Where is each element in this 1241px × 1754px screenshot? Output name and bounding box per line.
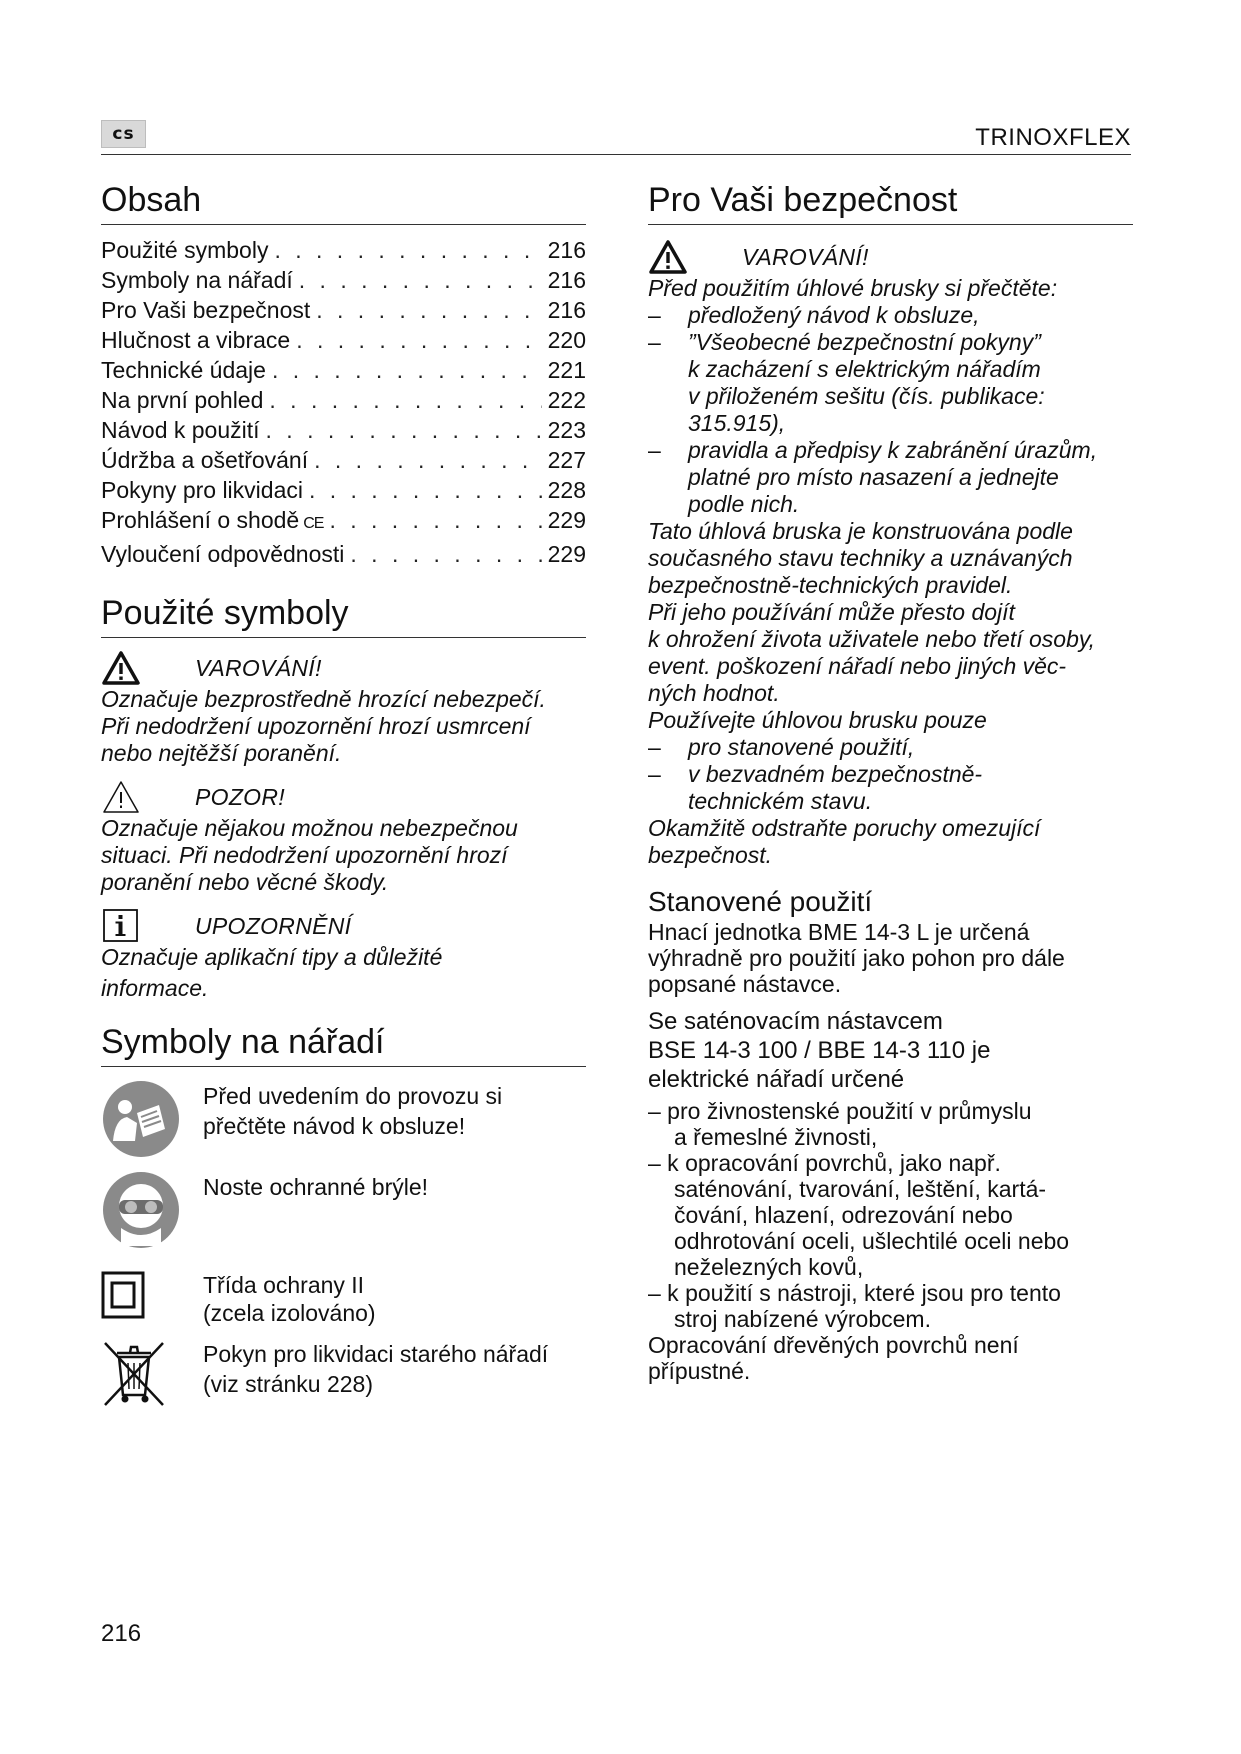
toc-leader bbox=[266, 415, 542, 445]
tool-symbol-text: Třída ochrany II bbox=[203, 1272, 365, 1298]
toc-item-page: 222 bbox=[547, 387, 586, 413]
toc-item-label: Pokyny pro likvidaci bbox=[101, 477, 303, 503]
caution-text-line: poranění nebo věcné škody. bbox=[101, 869, 389, 895]
brand-name: TRINOXFLEX bbox=[975, 124, 1131, 151]
caution-triangle-icon bbox=[101, 779, 141, 815]
tool-symbol-text: Pokyn pro likvidaci starého nářadí bbox=[203, 1341, 549, 1367]
read-before-use-list bbox=[648, 302, 1133, 518]
caution-text-line: situaci. Při nedodržení upozornění hrozí bbox=[101, 842, 508, 868]
tool-symbol-row bbox=[101, 1079, 586, 1164]
toc-leader bbox=[329, 505, 541, 535]
list-item: – pro živnostenské použití v průmyslu a řemeslné živnosti, bbox=[648, 1098, 1032, 1150]
list-item: – v bezvadném bezpečnostně- technickém stavu. bbox=[648, 761, 983, 814]
warning-triangle-icon bbox=[648, 239, 688, 275]
toc-leader bbox=[316, 295, 541, 325]
toc-item-label: Návod k použití bbox=[101, 417, 260, 443]
toc-leader bbox=[272, 355, 542, 385]
toc-item-page: 229 bbox=[547, 541, 586, 567]
tool-symbol-text: (zcela izolováno) bbox=[203, 1300, 376, 1326]
intended-use-list bbox=[648, 1098, 1133, 1332]
tool-symbol-text: (viz stránku 228) bbox=[203, 1371, 374, 1397]
page-number: 216 bbox=[101, 1620, 142, 1647]
note-notice bbox=[101, 908, 586, 1002]
warning-text-line: nebo nejtěžší poranění. bbox=[101, 740, 342, 766]
used-symbols-title: Použité symboly bbox=[101, 591, 586, 638]
intended-use-title: Stanovené použití bbox=[648, 886, 873, 917]
tool-symbol-text: přečtěte návod k obsluze! bbox=[203, 1113, 466, 1139]
warning-text-line: Při nedodržení upozornění hrozí usmrcení bbox=[101, 713, 531, 739]
toc-item-page: 221 bbox=[547, 357, 586, 383]
tool-symbols-title: Symboly na nářadí bbox=[101, 1020, 586, 1067]
toc-item-label: Symboly na nářadí bbox=[101, 267, 293, 293]
note-text-line: informace. bbox=[101, 975, 209, 1001]
toc-item[interactable] bbox=[101, 235, 586, 265]
toc-item-page: 216 bbox=[547, 297, 586, 323]
toc-item-label: Prohlášení o shodě bbox=[101, 507, 300, 533]
safety-goggles-icon bbox=[101, 1170, 181, 1250]
toc-item[interactable] bbox=[101, 539, 586, 569]
toc-leader bbox=[350, 539, 541, 569]
safety-title: Pro Vaši bezpečnost bbox=[648, 178, 1133, 225]
toc-leader bbox=[299, 265, 542, 295]
caution-notice bbox=[101, 779, 586, 896]
tool-symbol-text: Noste ochranné brýle! bbox=[203, 1174, 429, 1200]
toc-item-page: 216 bbox=[547, 237, 586, 263]
note-text-line: Označuje aplikační tipy a důležité bbox=[101, 944, 443, 970]
note-title: UPOZORNĚNÍ bbox=[195, 912, 352, 939]
toc-item[interactable] bbox=[101, 415, 586, 445]
tool-symbol-text: Před uvedením do provozu si bbox=[203, 1083, 503, 1109]
toc-item-label: Pro Vaši bezpečnost bbox=[101, 297, 311, 323]
caution-title: POZOR! bbox=[195, 783, 285, 810]
toc-item-page: 228 bbox=[547, 477, 586, 503]
toc-leader bbox=[269, 385, 541, 415]
intended-use-closing: Opracování dřevěných povrchů není přípustné. bbox=[648, 1332, 1019, 1384]
language-badge: cs bbox=[101, 120, 146, 148]
toc-item-page: 216 bbox=[547, 267, 586, 293]
toc-item[interactable] bbox=[101, 505, 586, 539]
intended-use-text: Hnací jednotka BME 14-3 L je určená výhradně pro použití jako pohon pro dále popsané nástavce. bbox=[648, 919, 1065, 997]
list-item: – k použití s nástroji, které jsou pro tento stroj nabízené výrobcem. bbox=[648, 1280, 1061, 1332]
toc-item[interactable] bbox=[101, 385, 586, 415]
table-of-contents bbox=[101, 235, 586, 569]
list-item: – k opracování povrchů, jako např. saténování, tvarování, leštění, kartá- čování, hlazení, odrezování nebo odhrotování oceli, ušlechtilé oceli nebo neželezných kovů, bbox=[648, 1150, 1070, 1280]
toc-item-page: 227 bbox=[547, 447, 586, 473]
warning-text-line: Označuje bezprostředně hrozící nebezpečí. bbox=[101, 686, 546, 712]
tool-symbol-row bbox=[101, 1265, 586, 1327]
list-item: – předložený návod k obsluze, bbox=[648, 302, 980, 328]
info-icon bbox=[101, 908, 141, 944]
toc-title: Obsah bbox=[101, 178, 586, 225]
attachment-subtitle: Se saténovacím nástavcem BSE 14-3 100 / BBE 14-3 110 je elektrické nářadí určené bbox=[648, 1008, 991, 1093]
toc-item[interactable] bbox=[101, 445, 586, 475]
toc-item-label: Vyloučení odpovědnosti bbox=[101, 541, 345, 567]
safety-warning bbox=[648, 239, 1133, 275]
right-column bbox=[648, 178, 1133, 1384]
toc-item[interactable] bbox=[101, 295, 586, 325]
toc-item[interactable] bbox=[101, 475, 586, 505]
toc-item-label: Technické údaje bbox=[101, 357, 266, 383]
list-item: – ”Všeobecné bezpečnostní pokyny” k zacházení s elektrickým nářadím v přiloženém sešitu (čís. publikace: 315.915), bbox=[648, 329, 1045, 436]
toc-item[interactable] bbox=[101, 265, 586, 295]
toc-item-page: 229 bbox=[547, 507, 586, 533]
safety-paragraph: Tato úhlová bruska je konstruována podle současného stavu techniky a uznávaných bezpečnostně-technických pravidel. Při jeho používání může přesto dojít k ohrožení života uživatele nebo třetí osoby, event. poškození nářadí nebo jiných věc- ných hodnot. Používejte úhlovou brusku pouze bbox=[648, 518, 1096, 733]
toc-leader bbox=[314, 445, 542, 475]
tool-symbol-row bbox=[101, 1339, 586, 1414]
warning-title: VAROVÁNÍ! bbox=[195, 654, 322, 681]
toc-item-label: Údržba a ošetřování bbox=[101, 447, 309, 473]
header-rule bbox=[101, 154, 1131, 155]
toc-item-label: Použité symboly bbox=[101, 237, 269, 263]
use-conditions-list bbox=[648, 734, 1133, 815]
crossed-bin-icon bbox=[101, 1339, 167, 1409]
list-item: – pro stanovené použití, bbox=[648, 734, 915, 760]
safety-warning-title: VAROVÁNÍ! bbox=[742, 243, 869, 270]
toc-item[interactable] bbox=[101, 325, 586, 355]
warning-notice bbox=[101, 650, 586, 767]
toc-item-label: Na první pohled bbox=[101, 387, 264, 413]
toc-item-page: 223 bbox=[547, 417, 586, 443]
toc-item-label: Hlučnost a vibrace bbox=[101, 327, 291, 353]
toc-leader bbox=[296, 325, 541, 355]
left-column bbox=[101, 178, 586, 1414]
toc-item-page: 220 bbox=[547, 327, 586, 353]
safety-closing: Okamžitě odstraňte poruchy omezující bezpečnost. bbox=[648, 815, 1041, 868]
list-item: – pravidla a předpisy k zabránění úrazům, platné pro místo nasazení a jednejte podle nich. bbox=[648, 437, 1098, 517]
warning-triangle-icon bbox=[101, 650, 141, 686]
caution-text-line: Označuje nějakou možnou nebezpečnou bbox=[101, 815, 518, 841]
toc-item[interactable] bbox=[101, 355, 586, 385]
toc-leader bbox=[309, 475, 542, 505]
protection-class-ii-icon bbox=[101, 1271, 147, 1321]
safety-intro: Před použitím úhlové brusky si přečtěte: bbox=[648, 275, 1058, 301]
tool-symbol-row bbox=[101, 1170, 586, 1255]
read-manual-icon bbox=[101, 1079, 181, 1159]
toc-leader bbox=[274, 235, 541, 265]
ce-mark: CE bbox=[303, 515, 324, 532]
